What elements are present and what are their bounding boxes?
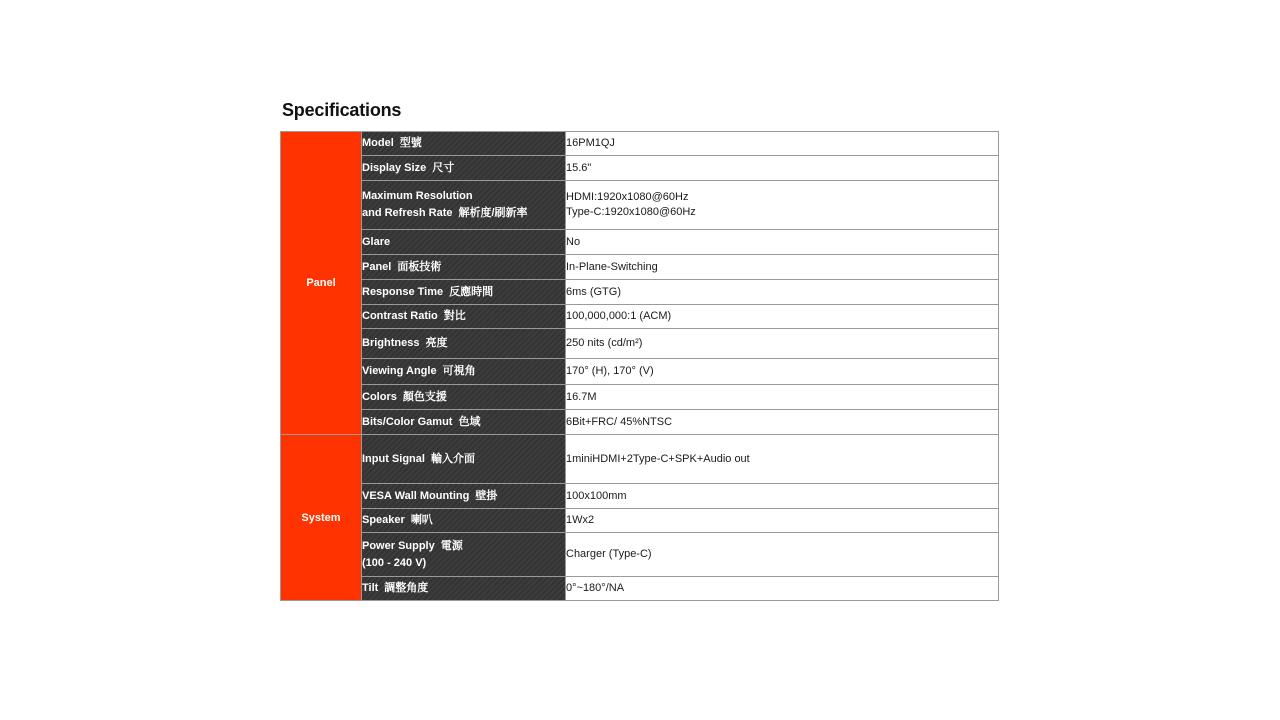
table-row <box>281 484 999 509</box>
specifications-table <box>280 131 999 601</box>
spec-value: 250 nits (cd/m²) <box>566 329 999 359</box>
spec-label: Input Signal 輸入介面 <box>362 435 566 484</box>
spec-value: No <box>566 230 999 255</box>
table-row <box>281 435 999 484</box>
table-row <box>281 577 999 601</box>
table-row <box>281 305 999 329</box>
spec-label: Model 型號 <box>362 132 566 156</box>
table-row <box>281 156 999 181</box>
spec-label: Power Supply 電源 (100 - 240 V) <box>362 533 566 577</box>
table-row <box>281 280 999 305</box>
spec-value: 100,000,000:1 (ACM) <box>566 305 999 329</box>
spec-label: Response Time 反應時間 <box>362 280 566 305</box>
spec-label: Display Size 尺寸 <box>362 156 566 181</box>
spec-label: Colors 顏色支援 <box>362 385 566 410</box>
spec-value: 6Bit+FRC/ 45%NTSC <box>566 410 999 435</box>
spec-label: Bits/Color Gamut 色域 <box>362 410 566 435</box>
table-row <box>281 533 999 577</box>
spec-label: Maximum Resolution and Refresh Rate 解析度/刷新率 <box>362 181 566 230</box>
table-row <box>281 255 999 280</box>
spec-value: Charger (Type-C) <box>566 533 999 577</box>
spec-value: 15.6" <box>566 156 999 181</box>
spec-label: Contrast Ratio 對比 <box>362 305 566 329</box>
table-row <box>281 385 999 410</box>
table-row <box>281 509 999 533</box>
page-title: Specifications <box>282 100 402 120</box>
spec-value: In-Plane-Switching <box>566 255 999 280</box>
spec-label: Panel 面板技術 <box>362 255 566 280</box>
spec-label: Tilt 調整角度 <box>362 577 566 601</box>
group-label-system: System <box>281 435 362 601</box>
spec-value: 1Wx2 <box>566 509 999 533</box>
table-row <box>281 230 999 255</box>
spec-label: Brightness 亮度 <box>362 329 566 359</box>
spec-value: HDMI:1920x1080@60Hz Type-C:1920x1080@60Hz <box>566 181 999 230</box>
spec-value: 100x100mm <box>566 484 999 509</box>
spec-value: 16.7M <box>566 385 999 410</box>
table-row <box>281 359 999 385</box>
spec-label: Glare <box>362 230 566 255</box>
group-label-panel: Panel <box>281 132 362 435</box>
spec-value: 6ms (GTG) <box>566 280 999 305</box>
spec-label: Viewing Angle 可視角 <box>362 359 566 385</box>
spec-value: 170° (H), 170° (V) <box>566 359 999 385</box>
table-row <box>281 181 999 230</box>
table-row <box>281 410 999 435</box>
spec-value: 1miniHDMI+2Type-C+SPK+Audio out <box>566 435 999 484</box>
spec-label: VESA Wall Mounting 壁掛 <box>362 484 566 509</box>
table-row <box>281 132 999 156</box>
spec-value: 16PM1QJ <box>566 132 999 156</box>
table-row <box>281 329 999 359</box>
spec-value: 0°~180°/NA <box>566 577 999 601</box>
spec-label: Speaker 喇叭 <box>362 509 566 533</box>
